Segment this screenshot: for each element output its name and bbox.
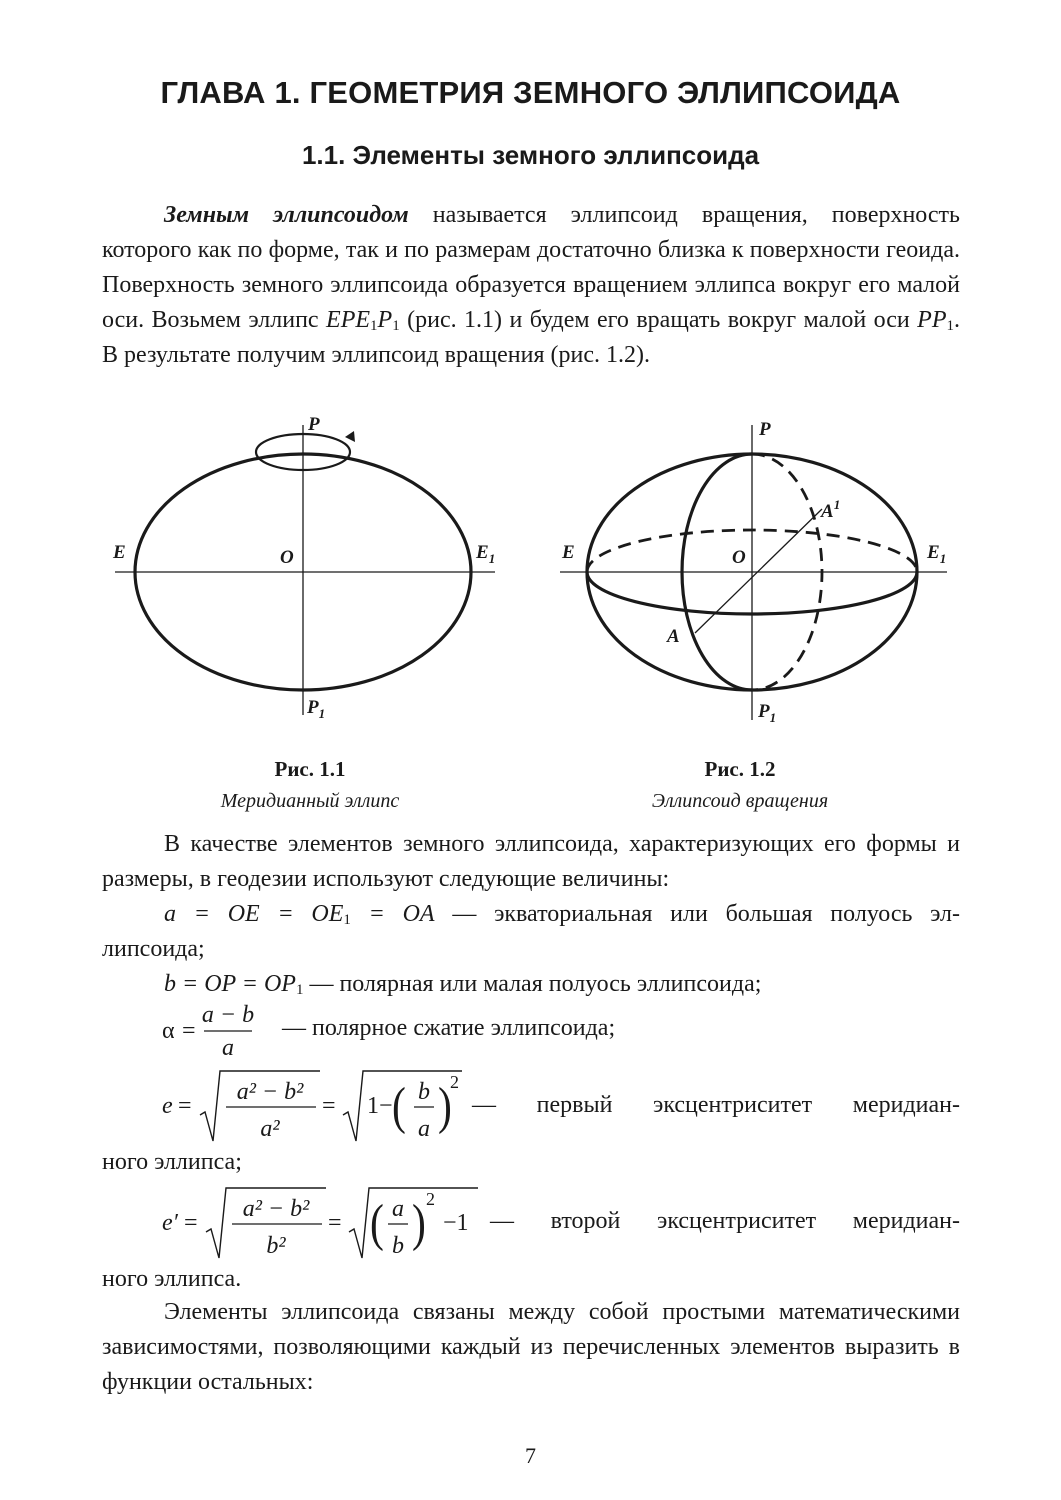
first-eccentricity-cont: ного эллипса;	[102, 1149, 242, 1175]
svg-text:e: e	[162, 1093, 173, 1119]
figure-1-caption: Меридианный эллипс	[220, 790, 400, 812]
svg-text:): )	[438, 1077, 452, 1136]
page-number: 7	[525, 1443, 536, 1468]
svg-text:a: a	[392, 1196, 404, 1222]
svg-text:a² − b²: a² − b²	[242, 1196, 310, 1222]
svg-text:(: (	[392, 1077, 406, 1136]
label-E1: $E_1$	[476, 542, 496, 566]
figure-1-label: Рис. 1.1	[274, 757, 346, 781]
svg-text:=: =	[182, 1018, 196, 1044]
element-a-cont: липсоида;	[102, 936, 205, 962]
label-P: P	[759, 419, 771, 440]
label-E: E	[113, 542, 126, 563]
elements-intro-paragraph: В качестве элементов земного эллипсоида, характеризующих его формы и размеры, в геодезии используют следующие величины:	[102, 831, 960, 892]
svg-text:2: 2	[450, 1072, 459, 1092]
figure-2-caption: Эллипсоид вращения	[651, 790, 829, 812]
svg-text:2: 2	[426, 1189, 435, 1209]
svg-text:=: =	[184, 1210, 198, 1236]
svg-text:=: =	[322, 1093, 336, 1119]
svg-text:b: b	[392, 1233, 404, 1259]
svg-text:1−: 1−	[367, 1093, 393, 1119]
label-O: O	[732, 547, 746, 568]
label-P1: $P_1$	[307, 697, 326, 721]
svg-text:−1: −1	[443, 1210, 469, 1236]
svg-text:(: (	[370, 1194, 384, 1253]
svg-text:a − b: a − b	[201, 1002, 255, 1028]
meridian-ellipse-figure	[110, 415, 520, 735]
svg-text:=: =	[178, 1093, 192, 1119]
svg-text:e′: e′	[162, 1210, 178, 1236]
second-eccentricity-text: — второй эксцентриситет меридиан-	[490, 1208, 960, 1234]
rotation-arrowhead-icon	[345, 431, 355, 442]
svg-text:a²: a²	[260, 1116, 280, 1142]
svg-text:b: b	[418, 1079, 430, 1105]
closing-paragraph: Элементы эллипсоида связаны между собой простыми математическими зависимостями, позволяющими каждый из перечисленных элементов выразить в функции остальных:	[102, 1299, 960, 1395]
svg-text:a: a	[418, 1116, 430, 1142]
svg-text:a² − b²: a² − b²	[236, 1079, 304, 1105]
chapter-title: ГЛАВА 1. ГЕОМЕТРИЯ ЗЕМНОГО ЭЛЛИПСОИДА	[160, 75, 901, 110]
alpha-text: — полярное сжатие эллипсоида;	[282, 1015, 616, 1041]
element-a: a = OE = $OE_1$ = OA — экваториальная или большая полуось эл-	[164, 901, 960, 928]
intro-paragraph: Земным эллипсоидом называется эллипсоид вращения, поверхность которого как по форме, так и по размерам достаточно близка к поверхности геоида. Поверхность земного эллипсоида образуется вращением эллипса вокруг его малой оси. Возьмем эллипс $EPE_1P_1$ (рис. 1.1) и будем его вращать вокруг малой оси $PP_1$. В результате получим эллипсоид вращения (рис. 1.2).	[102, 202, 960, 368]
svg-text:α: α	[162, 1018, 175, 1044]
second-eccentricity-formula	[160, 1180, 490, 1265]
second-eccentricity-cont: ного эллипса.	[102, 1266, 242, 1292]
label-A: A	[667, 626, 680, 647]
alpha-formula	[160, 1000, 270, 1062]
label-P1: $P_1$	[758, 701, 777, 725]
label-A1: $A^1$	[821, 497, 841, 522]
label-P: P	[308, 415, 320, 435]
label-E: E	[562, 542, 575, 563]
svg-text:b²: b²	[266, 1233, 286, 1259]
figure-2-label: Рис. 1.2	[704, 757, 776, 781]
section-title: 1.1. Элементы земного эллипсоида	[301, 140, 760, 170]
label-E1: $E_1$	[927, 542, 947, 566]
svg-text:=: =	[328, 1210, 342, 1236]
svg-text:a: a	[222, 1035, 234, 1061]
first-eccentricity-text: — первый эксцентриситет меридиан-	[472, 1092, 960, 1118]
intro-term: Земным эллипсоидом	[164, 202, 409, 228]
label-O: O	[280, 547, 294, 568]
ellipsoid-figure	[555, 415, 965, 735]
element-b: b = OP = $OP_1$ — полярная или малая полуось эллипсоида;	[164, 971, 762, 998]
first-eccentricity-formula	[160, 1063, 480, 1148]
svg-text:): )	[412, 1194, 426, 1253]
